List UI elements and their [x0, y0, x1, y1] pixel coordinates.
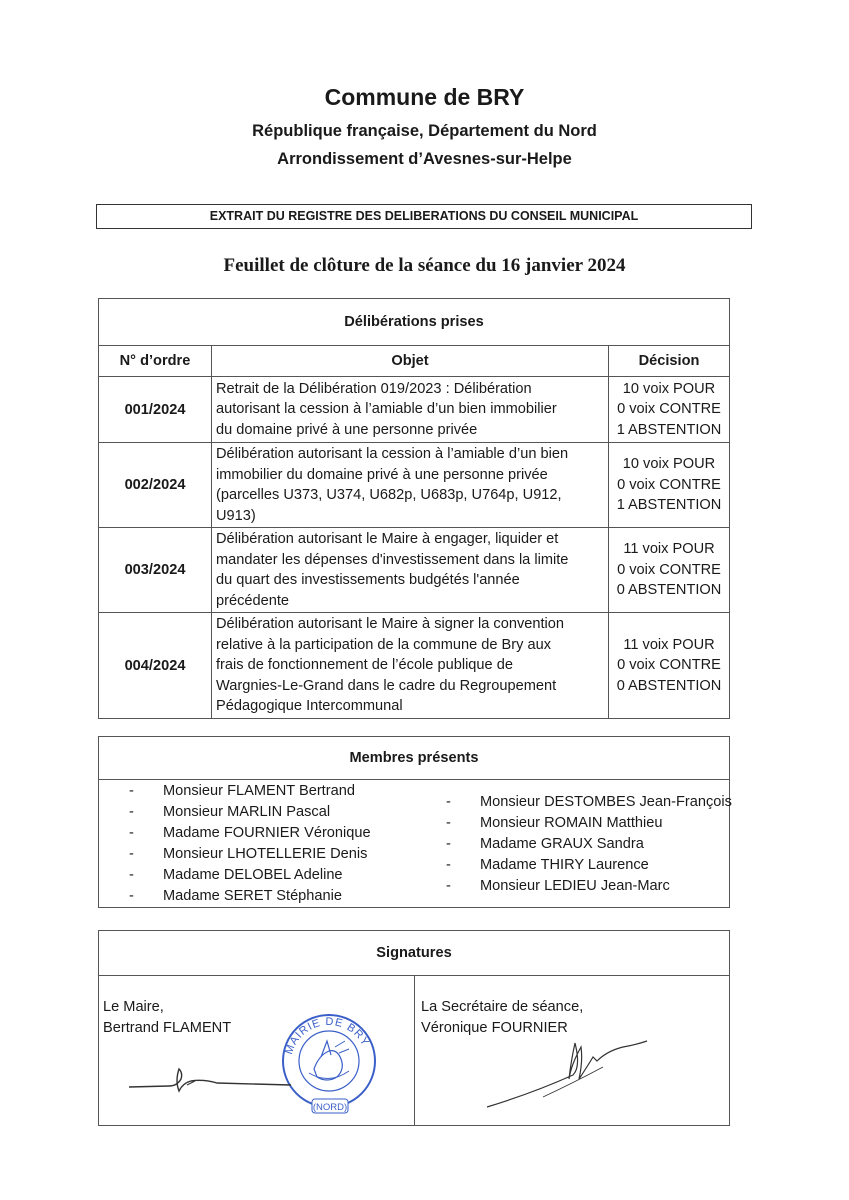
- member-name: Monsieur FLAMENT Bertrand: [163, 783, 355, 799]
- members-caption: Membres présents: [99, 737, 729, 780]
- list-bullet: -: [129, 825, 134, 841]
- member-name: Monsieur DESTOMBES Jean-François: [480, 794, 732, 810]
- vote-abstention: 1 ABSTENTION: [616, 421, 722, 438]
- deliberation-number: 004/2024: [99, 613, 212, 719]
- arrondissement-subtitle: Arrondissement d’Avesnes-sur-Helpe: [277, 150, 572, 168]
- deliberations-caption: Délibérations prises: [99, 299, 730, 346]
- vote-contre: 0 voix CONTRE: [617, 657, 721, 674]
- deliberations-table: [98, 298, 730, 719]
- list-bullet: -: [446, 857, 451, 873]
- member-name: Madame SERET Stéphanie: [163, 888, 343, 904]
- objet-line: frais de fonctionnement de l’école publique de: [216, 657, 513, 674]
- deliberation-number: 001/2024: [99, 377, 212, 443]
- maire-signature-block: [103, 997, 231, 1039]
- objet-line: (parcelles U373, U374, U682p, U683p, U764p, U912,: [216, 487, 562, 503]
- list-bullet: -: [446, 794, 451, 810]
- list-item: [129, 802, 371, 823]
- list-bullet: -: [129, 888, 134, 904]
- maire-role: Le Maire,: [103, 999, 164, 1015]
- vote-pour: 11 voix POUR: [623, 541, 715, 558]
- members-list-left: [129, 781, 371, 907]
- objet-line: mandater les dépenses d'investissement dans la limite: [216, 551, 569, 568]
- svg-text:(NORD): (NORD): [312, 1102, 348, 1113]
- objet-line: du domaine privé à une personne privée: [216, 421, 478, 438]
- commune-title: Commune de BRY: [324, 84, 525, 110]
- deliberation-decision: [609, 377, 730, 443]
- deliberation-row: [99, 528, 730, 613]
- deliberation-row: [99, 443, 730, 528]
- list-bullet: -: [129, 783, 134, 799]
- maire-signature-icon: [121, 1061, 311, 1095]
- signatures-caption: Signatures: [99, 931, 729, 976]
- list-item: [446, 813, 732, 834]
- list-item: [129, 781, 371, 802]
- list-item: [129, 823, 371, 844]
- list-bullet: -: [129, 804, 134, 820]
- objet-line: immobilier du domaine privé à une personne privée: [216, 466, 548, 483]
- list-item: [129, 844, 371, 865]
- list-item: [129, 886, 371, 907]
- member-name: Monsieur ROMAIN Matthieu: [480, 815, 663, 831]
- list-item: [446, 834, 732, 855]
- deliberation-objet: [212, 528, 609, 613]
- column-header-objet: Objet: [212, 346, 609, 377]
- deliberation-row: [99, 613, 730, 719]
- objet-line: U913): [216, 507, 256, 524]
- deliberation-number: 002/2024: [99, 443, 212, 528]
- member-name: Monsieur LEDIEU Jean-Marc: [480, 878, 670, 894]
- list-bullet: -: [446, 836, 451, 852]
- maire-name: Bertrand FLAMENT: [103, 1020, 232, 1036]
- members-list-right: [446, 792, 732, 897]
- secretaire-name: Véronique FOURNIER: [421, 1020, 568, 1036]
- deliberation-decision: [609, 613, 730, 719]
- session-heading: Feuillet de clôture de la séance du 16 janvier 2024: [223, 255, 626, 276]
- list-item: [446, 876, 732, 897]
- list-item: [446, 792, 732, 813]
- svg-text:MAIRIE DE BRY: MAIRIE DE BRY: [283, 1015, 372, 1056]
- secretaire-signature-icon: [483, 1027, 653, 1117]
- list-bullet: -: [129, 846, 134, 862]
- objet-line: Délibération autorisant le Maire à signer la convention: [216, 616, 565, 633]
- objet-line: relative à la participation de la commune de Bry aux: [216, 636, 552, 653]
- deliberation-decision: [609, 443, 730, 528]
- secretaire-role: La Secrétaire de séance,: [421, 999, 584, 1015]
- objet-line: Délibération autorisant le Maire à engager, liquider et: [216, 531, 559, 547]
- list-item: [446, 855, 732, 876]
- objet-line: précédente: [216, 592, 290, 609]
- deliberation-objet: [212, 443, 609, 528]
- department-subtitle: République française, Département du Nord: [252, 122, 597, 140]
- vote-abstention: 1 ABSTENTION: [616, 497, 722, 514]
- signatures-divider: [414, 975, 415, 1125]
- objet-line: Pédagogique Intercommunal: [216, 698, 403, 715]
- vote-contre: 0 voix CONTRE: [617, 401, 721, 418]
- member-name: Madame THIRY Laurence: [480, 857, 649, 873]
- members-present-box: [98, 736, 730, 908]
- vote-pour: 10 voix POUR: [622, 380, 716, 397]
- column-header-decision: Décision: [609, 346, 730, 377]
- member-name: Madame FOURNIER Véronique: [163, 825, 371, 841]
- member-name: Monsieur MARLIN Pascal: [163, 804, 331, 820]
- column-header-number: N° d’ordre: [99, 346, 212, 377]
- member-name: Madame GRAUX Sandra: [480, 836, 644, 852]
- vote-contre: 0 voix CONTRE: [617, 476, 721, 493]
- objet-line: Wargnies-Le-Grand dans le cadre du Regroupement: [216, 677, 557, 694]
- vote-contre: 0 voix CONTRE: [617, 561, 721, 578]
- objet-line: Retrait de la Délibération 019/2023 : Délibération: [216, 380, 532, 397]
- member-name: Madame DELOBEL Adeline: [163, 867, 343, 883]
- list-item: [129, 865, 371, 886]
- list-bullet: -: [129, 867, 134, 883]
- signatures-box: [98, 930, 730, 1126]
- vote-pour: 10 voix POUR: [622, 456, 716, 473]
- vote-abstention: 0 ABSTENTION: [616, 582, 722, 599]
- deliberation-decision: [609, 528, 730, 613]
- vote-pour: 11 voix POUR: [623, 636, 715, 653]
- objet-line: du quart des investissements budgétés l'année: [216, 572, 520, 588]
- list-bullet: -: [446, 815, 451, 831]
- deliberation-objet: [212, 613, 609, 719]
- register-extract-banner: EXTRAIT DU REGISTRE DES DELIBERATIONS DU CONSEIL MUNICIPAL: [96, 204, 752, 229]
- list-bullet: -: [446, 878, 451, 894]
- objet-line: autorisant la cession à l’amiable d’un bien immobilier: [216, 401, 557, 418]
- objet-line: Délibération autorisant la cession à l’amiable d’un bien: [216, 446, 569, 462]
- vote-abstention: 0 ABSTENTION: [616, 677, 722, 694]
- member-name: Monsieur LHOTELLERIE Denis: [163, 846, 368, 862]
- deliberation-objet: [212, 377, 609, 443]
- deliberation-row: [99, 377, 730, 443]
- deliberation-number: 003/2024: [99, 528, 212, 613]
